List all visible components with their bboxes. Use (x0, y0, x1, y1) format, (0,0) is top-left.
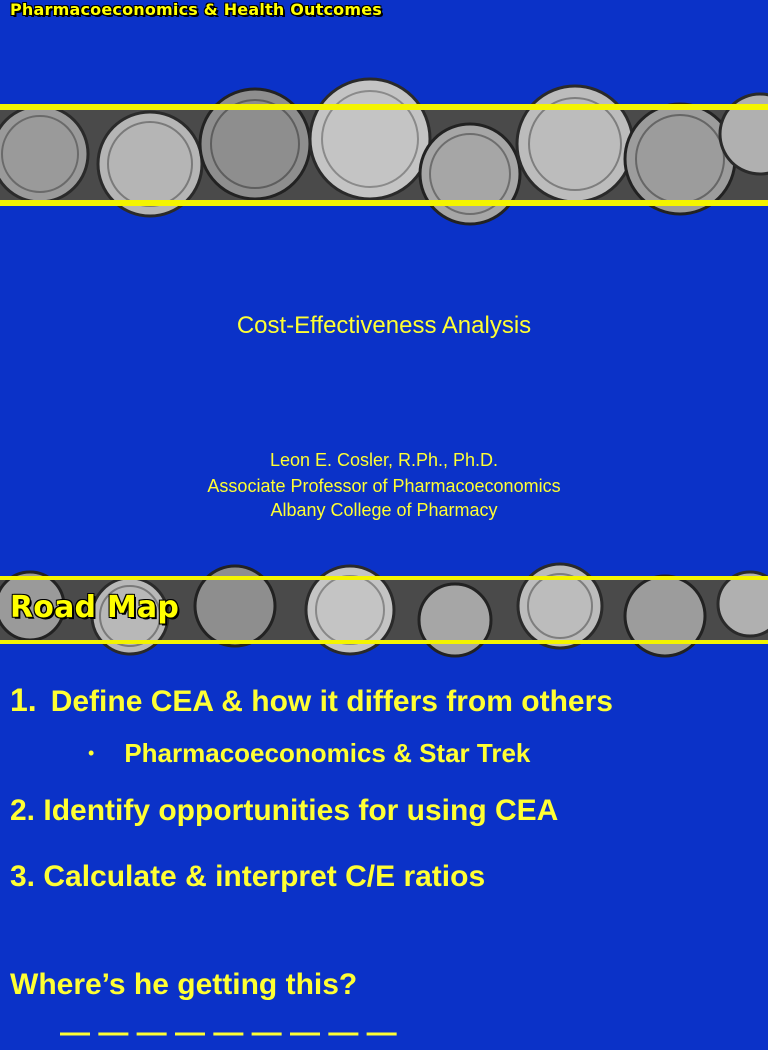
question-text: Where’s he getting this? (10, 968, 358, 1001)
coins-background-image (0, 104, 768, 206)
road-map-item-1 (10, 682, 613, 719)
coin-banner (0, 104, 768, 206)
banner-top-rule (0, 104, 768, 110)
item-number: 1. (10, 682, 37, 718)
author-position: Associate Professor of Pharmacoeconomics (207, 476, 561, 496)
slide-title: Pharmacoeconomics & Health Outcomes (10, 0, 383, 19)
bullet-icon: • (88, 743, 95, 763)
road-map-item-2: 2. Identify opportunities for using CEA (10, 794, 559, 827)
road-map-item-3: 3. Calculate & interpret C/E ratios (10, 860, 486, 893)
slide-title: Road Map (10, 590, 180, 625)
banner-bottom-rule (0, 200, 768, 206)
item-text: Define CEA & how it differs from others (50, 685, 613, 718)
banner-top-rule (0, 576, 768, 580)
sub-item-text: Pharmacoeconomics & Star Trek (124, 738, 531, 768)
presentation-subtitle: Cost-Effectiveness Analysis (236, 312, 532, 339)
banner-bottom-rule (0, 640, 768, 644)
author-institution: Albany College of Pharmacy (270, 500, 498, 520)
road-map-slide (0, 572, 768, 1049)
road-map-sub-item (88, 738, 530, 769)
author-name: Leon E. Cosler, R.Ph., Ph.D. (269, 450, 499, 470)
cut-off-text-line: — — — — — — — — — (60, 1016, 397, 1049)
